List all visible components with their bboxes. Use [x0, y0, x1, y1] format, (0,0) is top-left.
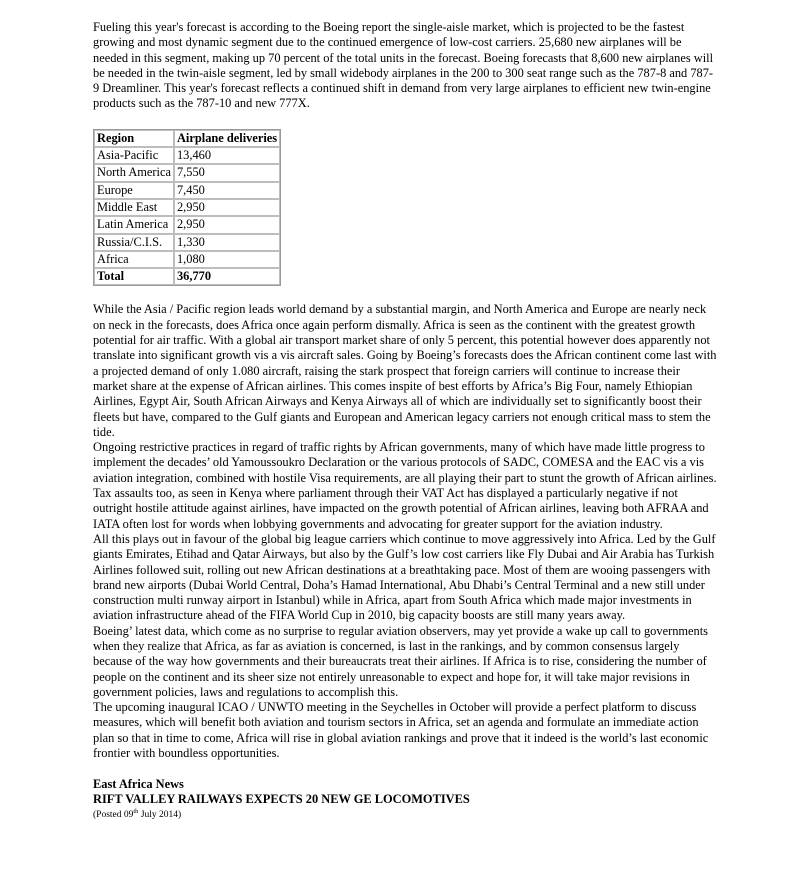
body-paragraph: The upcoming inaugural ICAO / UNWTO meeting in the Seychelles in October will provide a perfect platform to discuss measures, which will benefit both aviation and tourism sectors in Africa, set an agenda and formulate an immediate action plan so that in time to come, Africa will rise in global aviation rankings and prove that it indeed is the world’s last economic frontier with boundless opportunities.: [93, 700, 709, 761]
table-row: [94, 251, 280, 268]
spacer: [93, 112, 717, 129]
deliveries-cell: 1,330: [174, 234, 280, 251]
news-section: [93, 777, 717, 821]
column-header-deliveries: Airplane deliveries: [174, 130, 280, 147]
total-value-cell: 36,770: [174, 268, 280, 285]
document-page: [93, 20, 717, 822]
body-paragraph: Ongoing restrictive practices in regard of traffic rights by African governments, many of which have made little progress to implement the decades’ old Yamoussoukro Declaration or the various protocols of SADC, COMESA and the EAC vis a vis aviation integration, combined with hostile Visa requirements, are all playing their part to stunt the growth of African airlines. Tax assaults too, as seen in Kenya where parliament through their VAT Act has displayed a particularly negative if not outright hostile attitude against airlines, have impacted on the growth potential of African airlines, leaving both AFRAA and IATA often lost for words when lobbying governments and advocating for greater support for the aviation industry.: [93, 440, 717, 531]
posted-suffix: July 2014): [138, 810, 182, 821]
posted-prefix: (Posted 09: [93, 810, 134, 821]
body-paragraph: Boeing’ latest data, which come as no surprise to regular aviation observers, may yet provide a wake up call to governments when they realize that Africa, as far as aviation is concerned, is last in the rankings, and by common consensus largely because of the way how governments and their bureaucrats treat their airlines. If Africa is to rise, considering the number of people on the continent and its sheer size not entirely unreasonable to expect and hope for, it will take major revisions in government policies, laws and regulations to accomplish this.: [93, 623, 708, 699]
column-header-region: Region: [94, 130, 174, 147]
table-row: [94, 234, 280, 251]
spacer: [93, 286, 717, 302]
table-row: [94, 199, 280, 216]
posted-date: [93, 806, 717, 821]
table-row: [94, 182, 280, 199]
news-headline: RIFT VALLEY RAILWAYS EXPECTS 20 NEW GE LOCOMOTIVES: [93, 791, 470, 806]
table-total-row: [94, 268, 280, 285]
airplane-deliveries-table: [93, 129, 281, 287]
table-row: [94, 216, 280, 233]
region-cell: North America: [94, 164, 174, 181]
table-header-row: [94, 130, 280, 147]
deliveries-cell: 7,450: [174, 182, 280, 199]
table-row: [94, 164, 280, 181]
posted-ordinal: th: [133, 808, 139, 816]
region-cell: Asia-Pacific: [94, 147, 174, 164]
region-cell: Latin America: [94, 216, 174, 233]
table-row: [94, 147, 280, 164]
region-cell: Russia/C.I.S.: [94, 234, 174, 251]
region-cell: Middle East: [94, 199, 174, 216]
deliveries-cell: 13,460: [174, 147, 280, 164]
region-cell: Africa: [94, 251, 174, 268]
news-source: East Africa News: [93, 777, 184, 792]
body-paragraph: All this plays out in favour of the global big league carriers which continue to move aggressively into Africa. Led by the Gulf giants Emirates, Etihad and Qatar Airways, but also by the Gulf’s low cost carriers like Fly Dubai and Air Arabia has Turkish Airlines followed suit, rolling out new African destinations at a breathtaking pace. Most of them are wooing passengers with brand new airports (Dubai World Central, Doha’s Hamad International, Abu Dhabi’s Central Terminal and a new still under construction multi runway airport in Istanbul) while in Africa, apart from South Africa which made major investments in aviation infrastructure ahead of the FIFA World Cup in 2010, big capacity boosts are still many years away.: [93, 531, 716, 623]
deliveries-cell: 2,950: [174, 216, 280, 233]
region-cell: Europe: [94, 182, 174, 199]
deliveries-cell: 1,080: [174, 251, 280, 268]
deliveries-cell: 2,950: [174, 199, 280, 216]
intro-paragraph: Fueling this year's forecast is according to the Boeing report the single-aisle market, which is projected to be the fastest growing and most dynamic segment due to the continued emergence of low-cost carriers. 25,680 new airplanes will be needed in this segment, making up 70 percent of the total units in the forecast. Boeing forecasts that 8,600 new airplanes will be needed in the twin-aisle segment, led by small widebody airplanes in the 200 to 300 seat range such as the 787-8 and 787-9 Dreamliner. This year's forecast reflects a continued shift in demand from very large airplanes to efficient new twin-engine products such as the 787-10 and new 777X.: [93, 20, 714, 111]
deliveries-cell: 7,550: [174, 164, 280, 181]
body-paragraph: While the Asia / Pacific region leads world demand by a substantial margin, and North America and Europe are nearly neck on neck in the forecasts, does Africa once again perform dismally. Africa is seen as the continent with the greatest growth potential for air traffic. With a global air transport market share of only 5 percent, this potential however does apparently not translate into significant growth vis a vis aircraft sales. Going by Boeing’s forecasts does the African continent come last with a projected demand of only 1.080 aircraft, raising the stark prospect that foreign carriers will continue to increase their market share at the expense of African airlines. This comes inspite of best efforts by Africa’s Big Four, namely Ethiopian Airlines, Egypt Air, South African Airways and Kenya Airways all of which are individually set to significantly boost their fleets but have, compared to the Gulf giants and European and American legacy carriers not enough critical mass to stem the tide.: [93, 302, 717, 439]
total-label-cell: Total: [94, 268, 174, 285]
